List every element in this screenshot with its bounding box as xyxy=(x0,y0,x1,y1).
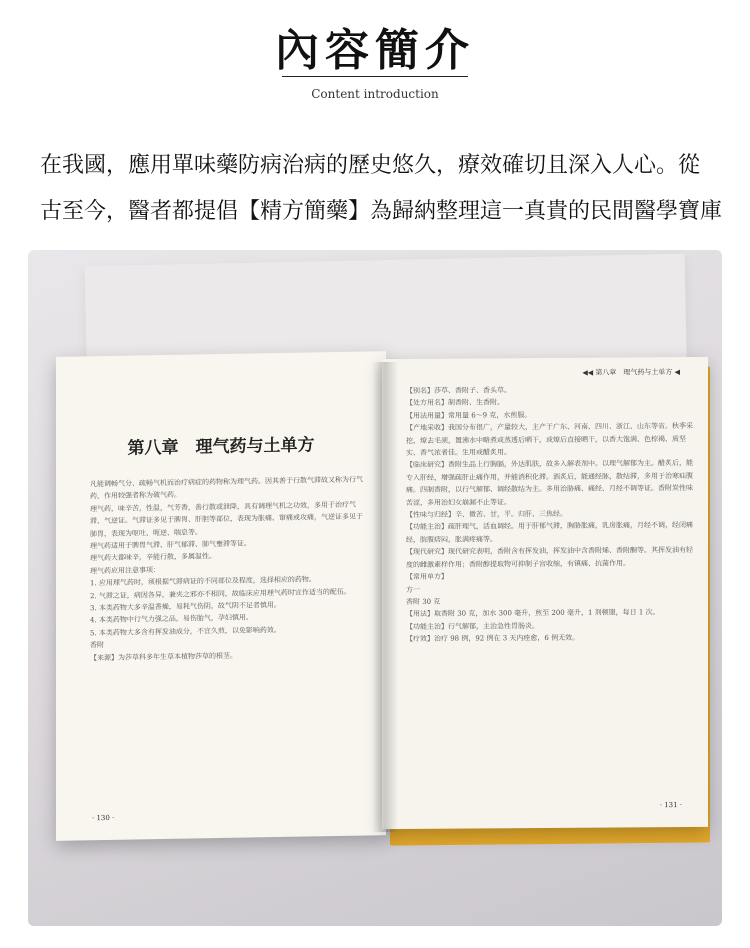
book-gutter xyxy=(372,362,398,832)
book-page-left xyxy=(56,351,386,841)
right-page-number: · 131 · xyxy=(659,801,682,810)
page-subtitle: Content introduction xyxy=(311,87,439,101)
right-page-text: 【别名】莎草、香附子、香头草。 【处方用名】制香附、生香附。 【用法用量】常用量 6～9 克，水煎服。 【产地采收】我国分布很广，产量较大，主产于广东、河南、四川、浙江、山东等省。秋季采挖，燎去毛须，置沸水中略煮或蒸透后晒干，或燎后直接晒干，以香大饱满、色棕褐、质坚实、香气浓者佳。生用或醋炙用。 【临床研究】香附生品上行胸膈，外达肌肤，故多入解表剂中。以理气解郁为主。醋炙后，能专入肝经，增强疏肝止痛作用，并能消积化滞。酒炙后，能通经脉，散结滞，多用于治寒疝腹痛。四制香附，以行气解郁、调经散结为主。多用治胁痛、痛经、月经不调等证。香附炭性味苦涩，多用治妇女崩漏不止等证。 【性味与归经】辛、微苦、甘，平。归肝、三焦经。 【功能主治】疏肝理气，活血调经。用于肝郁气滞，胸胁胀痛，乳房胀痛，月经不调，经闭痛经，脘腹痞闷，胀满疼痛等。 【现代研究】现代研究表明，香附含有挥发油，挥发油中含香附烯、香附酮等。其挥发油有轻度的雌激素样作用；香附醇提取物可抑制子宫收缩，有镇痛、抗菌作用。 【常用单方】 方一 香附 30 克 【用法】取香附 30 克，加水 300 毫升，煎至 200 毫升，1 剂顿服，每日 1 次。 【功能主治】行气解郁，主治急性胃肠炎。 【疗效】治疗 98 例，92 例在 3 天内痊愈，6 例无效。 xyxy=(406,386,693,644)
left-page-number: · 130 · xyxy=(92,813,115,823)
book-page-right xyxy=(382,357,708,829)
intro-line-1: 在我國，應用單味藥防病治病的歷史悠久，療效確切且深入人心。從 xyxy=(40,153,701,178)
book-photo xyxy=(28,250,722,926)
open-book xyxy=(50,350,710,842)
intro-line-2: 古至今，醫者都提倡【精方簡藥】為歸納整理這一真貴的民間醫學寶庫 xyxy=(40,199,723,224)
chapter-title: 第八章 理气药与土单方 xyxy=(127,435,315,459)
page-title: 內容簡介 xyxy=(275,25,475,76)
title-divider xyxy=(282,76,468,77)
left-page-text: 凡能调畅气分、疏畅气机而治疗病症的药物称为理气药。因其善于行散气滞故又称为行气药，作用较强者称为破气药。 理气药，味辛苦，性温，气芳香，善行散或泄降，具有调理气机之功效，多用于治疗气滞、气逆证。气滞证多见于脾胃、肝胆等部位，表现为胀痛、窜痛或攻痛，气逆证多见于肺胃，表现为呕吐、呃逆、喘息等。 理气药适用于脾胃气滞、肝气郁滞、肺气壅滞等证。 理气药大都味辛，辛能行散，多属温性。 理气药应用注意事项： 1. 应用理气药时，须根据气滞病证的不同部位及程度，选择相应的药物。 2. 气滞之证，病因各异，兼夹之邪亦不相同，故临床应用理气药时宜作适当的配伍。 3. 本类药物大多辛温香燥，易耗气伤阴，故气阴不足者慎用。 4. 本类药物中行气力强之品，易伤胎气，孕妇慎用。 5. 本类药物大多含有挥发油成分，不宜久煎，以免影响药效。 香附 【来源】为莎草科多年生草本植物莎草的根茎。 xyxy=(90,475,363,662)
running-head: ◀◀ 第八章 理气药与土单方 ◀ xyxy=(582,368,680,377)
